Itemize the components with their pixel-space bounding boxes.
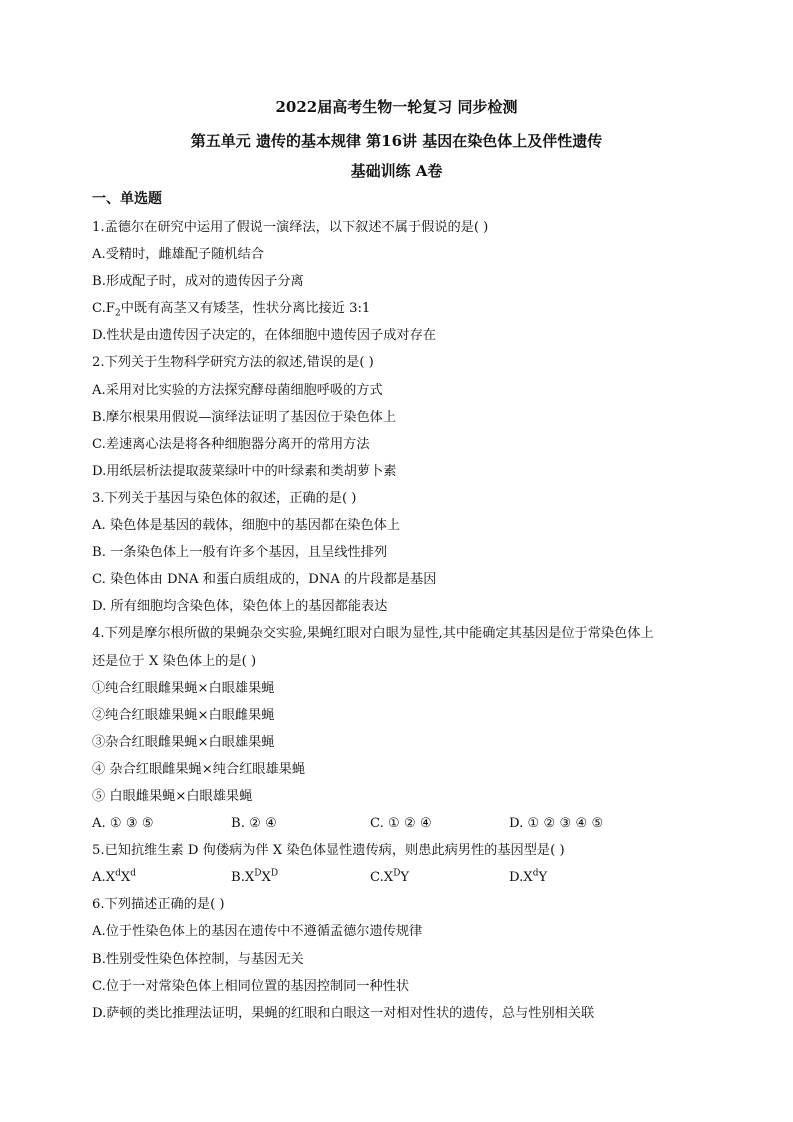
question-4-item-3: ③杂合红眼雌果蝇×白眼雄果蝇 [92, 734, 275, 750]
text-part: B.X [231, 870, 255, 886]
question-2-option-c: C.差速离心法是将各种细胞器分离开的常用方法 [92, 436, 370, 452]
question-2-option-d: D.用纸层析法提取菠菜绿叶中的叶绿素和类胡萝卜素 [92, 463, 397, 479]
question-4-option-a: A. ① ③ ⑤ [92, 816, 154, 832]
question-3-option-c: C. 染色体由 DNA 和蛋白质组成的，DNA 的片段都是基因 [92, 572, 437, 588]
text-part: C.F [92, 301, 115, 317]
question-4-option-c: C. ① ② ④ [370, 816, 432, 832]
question-6-option-d: D.萨顿的类比推理法证明，果蝇的红眼和白眼这一对相对性状的遗传，总与性别相关联 [92, 1005, 595, 1021]
question-1-option-c [92, 295, 702, 322]
question-4-stem-line1: 4.下列是摩尔根所做的果蝇杂交实验,果蝇红眼对白眼为显性,其中能确定其基因是位于常染色体上 [92, 626, 654, 642]
doc-paper-label: 基础训练 A卷 [350, 162, 443, 180]
question-5-option-c [370, 864, 509, 891]
question-3-option-b: B. 一条染色体上一般有许多个基因，且呈线性排列 [92, 545, 388, 561]
question-list [92, 214, 702, 1027]
question-2-option-b: B.摩尔根果用假说—演绎法证明了基因位于染色体上 [92, 409, 397, 425]
question-6-option-c: C.位于一对常染色体上相同位置的基因控制同一种性状 [92, 978, 410, 994]
question-5-options [92, 864, 702, 891]
question-6-option-b: B.性别受性染色体控制，与基因无关 [92, 951, 304, 967]
question-2-stem: 2.下列关于生物科学研究方法的叙述,错误的是( ) [92, 355, 374, 371]
question-4-item-1: ①纯合红眼雌果蝇×白眼雄果蝇 [92, 680, 275, 696]
text-part: Y [400, 870, 410, 886]
text-part: Y [538, 870, 548, 886]
question-2-option-a: A.采用对比实验的方法探究酵母菌细胞呼吸的方式 [92, 382, 383, 398]
question-4-item-2: ②纯合红眼雄果蝇×白眼雌果蝇 [92, 707, 275, 723]
question-1-option-d: D.性状是由遗传因子决定的，在体细胞中遗传因子成对存在 [92, 328, 436, 344]
text-part: C.X [370, 870, 394, 886]
subscript: 2 [114, 308, 121, 319]
question-4-stem-line2: 还是位于 X 染色体上的是( ) [92, 653, 257, 669]
text-part: A.X [92, 870, 116, 886]
question-3-stem: 3.下列关于基因与染色体的叙述，正确的是( ) [92, 490, 357, 506]
superscript: D [254, 868, 262, 879]
question-5-option-a [92, 864, 231, 891]
text-part: X [120, 870, 131, 886]
question-4-option-b: B. ② ④ [231, 816, 277, 832]
question-4-item-4: ④ 杂合红眼雌果蝇×纯合红眼雄果蝇 [92, 761, 306, 777]
question-3-option-a: A. 染色体是基因的载体，细胞中的基因都在染色体上 [92, 518, 401, 534]
superscript: d [115, 868, 121, 879]
question-4-item-5: ⑤ 白眼雌果蝇×白眼雄果蝇 [92, 788, 253, 804]
question-1-option-b: B.形成配子时，成对的遗传因子分离 [92, 274, 304, 290]
section-heading: 一、单选题 [92, 191, 162, 207]
question-5-option-d [509, 864, 648, 891]
question-6-stem: 6.下列描述正确的是( ) [92, 897, 225, 913]
question-1-option-a: A.受精时，雌雄配子随机结合 [92, 247, 264, 263]
question-6-option-a: A.位于性染色体上的基因在遗传中不遵循孟德尔遗传规律 [92, 924, 423, 940]
question-5-option-b [231, 864, 370, 891]
doc-title: 2022届高考生物一轮复习 同步检测 [275, 98, 518, 116]
question-3-option-d: D. 所有细胞均含染色体，染色体上的基因都能表达 [92, 599, 388, 615]
superscript: D [270, 868, 279, 879]
superscript: D [393, 868, 401, 879]
text-part: 中既有高茎又有矮茎，性状分离比接近 3:1 [120, 301, 371, 317]
superscript: d [130, 868, 137, 879]
superscript: d [532, 868, 539, 879]
question-1-stem: 1.孟德尔在研究中运用了假说一演绎法，以下叙述不属于假说的是( ) [92, 220, 489, 235]
question-5-stem: 5.已知抗维生素 D 佝偻病为伴 X 染色体显性遗传病，则患此病男性的基因型是( ) [92, 843, 565, 859]
doc-subtitle: 第五单元 遗传的基本规律 第16讲 基因在染色体上及伴性遗传 [190, 132, 603, 150]
question-4-options [92, 810, 702, 837]
text-part: X [261, 870, 271, 886]
text-part: D.X [509, 870, 533, 886]
question-4-option-d: D. ① ② ③ ④ ⑤ [509, 816, 604, 832]
